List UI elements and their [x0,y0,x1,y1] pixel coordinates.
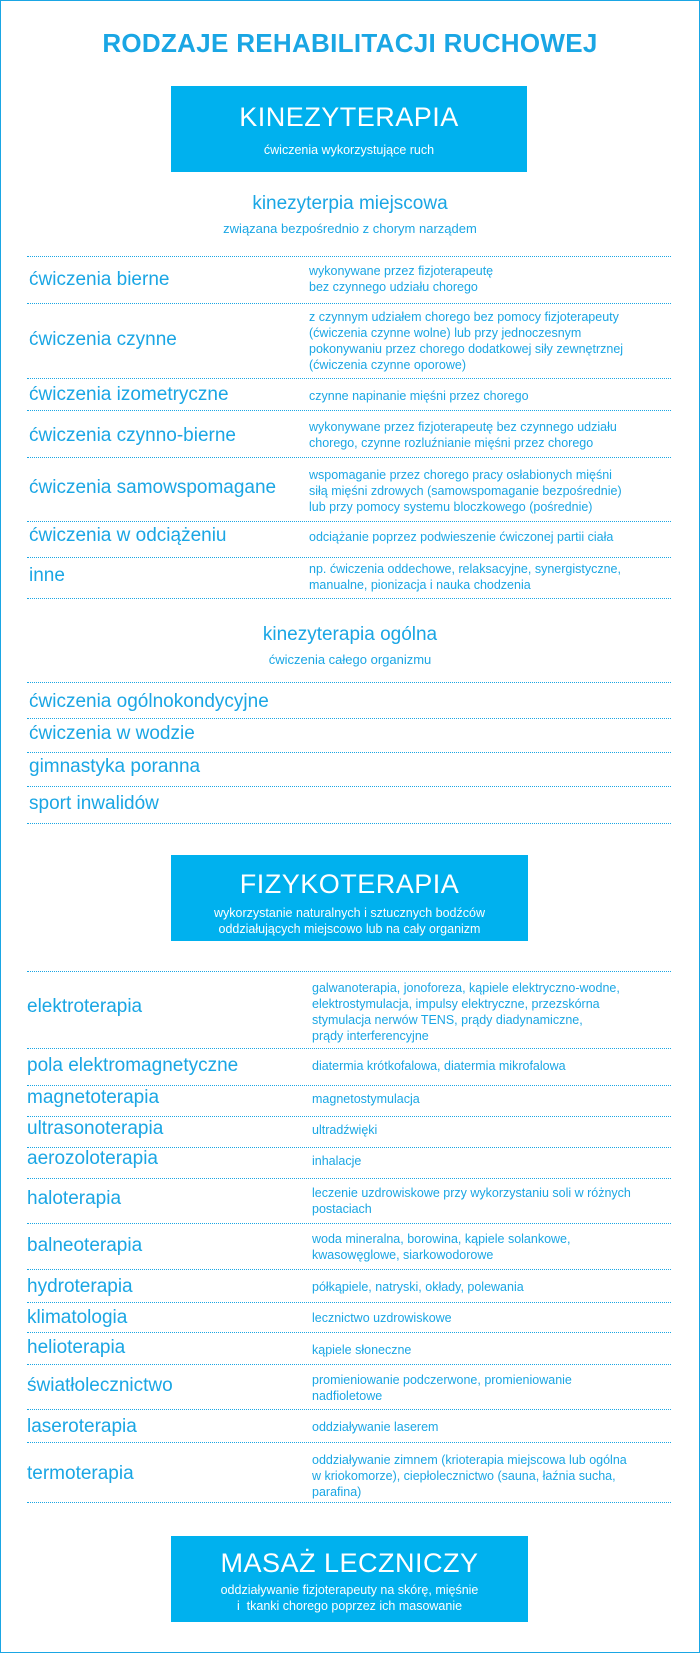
fizykoterapia-subtitle: wykorzystanie naturalnych i sztucznych bodźców oddziałujących miejscowo lub na cały organizm [214,906,485,936]
item-description: galwanoterapia, jonoforeza, kąpiele elektryczno-wodne, elektrostymulacja, impulsy elektryczne, przezskórna stymulacja nerwów TENS, prądy diadynamiczne, prądy interferencyjne [312,981,620,1043]
item-description: np. ćwiczenia oddechowe, relaksacyjne, synergistyczne, manualne, pionizacja i nauka chodzenia [309,562,621,592]
item-description: z czynnym udziałem chorego bez pomocy fizjoterapeuty (ćwiczenia czynne wolne) lub przy jednoczesnym pokonywaniu przez chorego dodatkowej siły zewnętrznej (ćwiczenia czynne oporowe) [309,310,624,372]
dotted-separator [27,256,671,257]
item-description: półkąpiele, natryski, okłady, polewania [312,1280,524,1294]
dotted-separator [27,598,671,599]
item-description: wykonywane przez fizjoterapeutę bez czynnego udziału chorego, czynne rozluźnianie mięśni przez chorego [309,420,617,450]
masaz-box [171,1536,528,1622]
item-name: haloterapia [27,1188,122,1209]
item-description: woda mineralna, borowina, kąpiele solankowe, kwasowęglowe, siarkowodorowe [312,1232,571,1262]
item-description: kąpiele słoneczne [312,1343,412,1357]
item-description: wykonywane przez fizjoterapeutę bez czynnego udziału chorego [309,264,494,294]
item-description: wspomaganie przez chorego pracy osłabionych mięśni siłą mięśni zdrowych (samowspomaganie bezpośrednie) lub przy pomocy systemu bloczkowego (pośrednie) [309,468,622,514]
item-name: inne [29,565,65,586]
dotted-separator [27,1502,671,1503]
item-name: ćwiczenia czynno-bierne [29,425,236,446]
page-title: RODZAJE REHABILITACJI RUCHOWEJ [102,28,598,58]
item-description: diatermia krótkofalowa, diatermia mikrofalowa [312,1059,566,1073]
item-name: ćwiczenia bierne [29,269,170,290]
item-description: leczenie uzdrowiskowe przy wykorzystaniu soli w różnych postaciach [312,1186,631,1216]
item-name: ćwiczenia w odciążeniu [29,525,227,546]
item-description: odciążanie poprzez podwieszenie ćwiczonej partii ciała [309,530,614,544]
dotted-separator [27,752,671,753]
item-description: lecznictwo uzdrowiskowe [312,1311,452,1325]
item-description: magnetostymulacja [312,1092,420,1106]
masaz-title: MASAŻ LECZNICZY [220,1548,479,1578]
masaz-subtitle: oddziaływanie fizjoterapeuty na skórę, mięśnie i tkanki chorego poprzez ich masowanie [220,1583,479,1613]
kinezyterapia-ogolna-heading [0,624,700,667]
kinezyterapia-title: KINEZYTERAPIA [239,102,459,132]
item-name: ćwiczenia w wodzie [29,723,195,744]
dotted-separator [27,1302,671,1303]
dotted-separator [27,1409,671,1410]
item-name: pola elektromagnetyczne [27,1055,239,1076]
fizykoterapia-title: FIZYKOTERAPIA [239,869,460,899]
miejscowa-subtitle: związana bezpośrednio z chorym narządem [223,221,477,236]
item-description: oddziaływanie zimnem (krioterapia miejscowa lub ogólna w kriokomorze), ciepłolecznictwo (sauna, łaźnia sucha, parafina) [312,1453,627,1499]
item-name: elektroterapia [27,996,143,1017]
dotted-separator [27,378,671,379]
ogolna-subtitle: ćwiczenia całego organizmu [268,652,432,667]
miejscowa-title: kinezyterpia miejscowa [252,193,448,214]
item-name: ćwiczenia czynne [29,329,177,350]
item-description: ultradźwięki [312,1123,378,1137]
dotted-separator [27,1048,671,1049]
dotted-separator [27,682,671,683]
kinezyterapia-subtitle: ćwiczenia wykorzystujące ruch [263,143,435,157]
dotted-separator [27,521,671,522]
dotted-separator [27,786,671,787]
dotted-separator [27,1178,671,1179]
dotted-separator [27,1116,671,1117]
dotted-separator [27,718,671,719]
dotted-separator [27,410,671,411]
item-name: aerozoloterapia [27,1148,158,1169]
item-description: czynne napinanie mięśni przez chorego [309,389,529,403]
kinezyterapia-box [171,86,527,172]
dotted-separator [27,303,671,304]
item-name: laseroterapia [27,1416,137,1437]
ogolna-title: kinezyterapia ogólna [262,624,438,645]
item-name: magnetoterapia [27,1087,160,1108]
dotted-separator [27,1442,671,1443]
item-description: promieniowanie podczerwone, promieniowanie nadfioletowe [312,1373,572,1403]
item-name: helioterapia [27,1337,126,1358]
item-name: ćwiczenia samowspomagane [29,477,277,498]
dotted-separator [27,457,671,458]
dotted-separator [27,971,671,972]
item-name: ćwiczenia izometryczne [29,384,229,405]
item-name: ćwiczenia ogólnokondycyjne [29,691,269,712]
item-name: ultrasonoterapia [27,1118,164,1139]
kinezyterapia-miejscowa-heading [0,193,700,236]
dotted-separator [27,1364,671,1365]
item-name: sport inwalidów [29,793,159,814]
dotted-separator [27,1269,671,1270]
dotted-separator [27,1223,671,1224]
dotted-separator [27,1085,671,1086]
item-name: termoterapia [27,1463,134,1484]
fizykoterapia-box [171,855,528,941]
dotted-separator [27,557,671,558]
dotted-separator [27,823,671,824]
item-name: gimnastyka poranna [29,756,201,777]
item-description: oddziaływanie laserem [312,1420,439,1434]
item-name: światłolecznictwo [27,1375,173,1396]
item-name: balneoterapia [27,1235,143,1256]
dotted-separator [27,1332,671,1333]
item-name: hydroterapia [27,1276,133,1297]
item-name: klimatologia [27,1307,128,1328]
item-description: inhalacje [312,1154,362,1168]
